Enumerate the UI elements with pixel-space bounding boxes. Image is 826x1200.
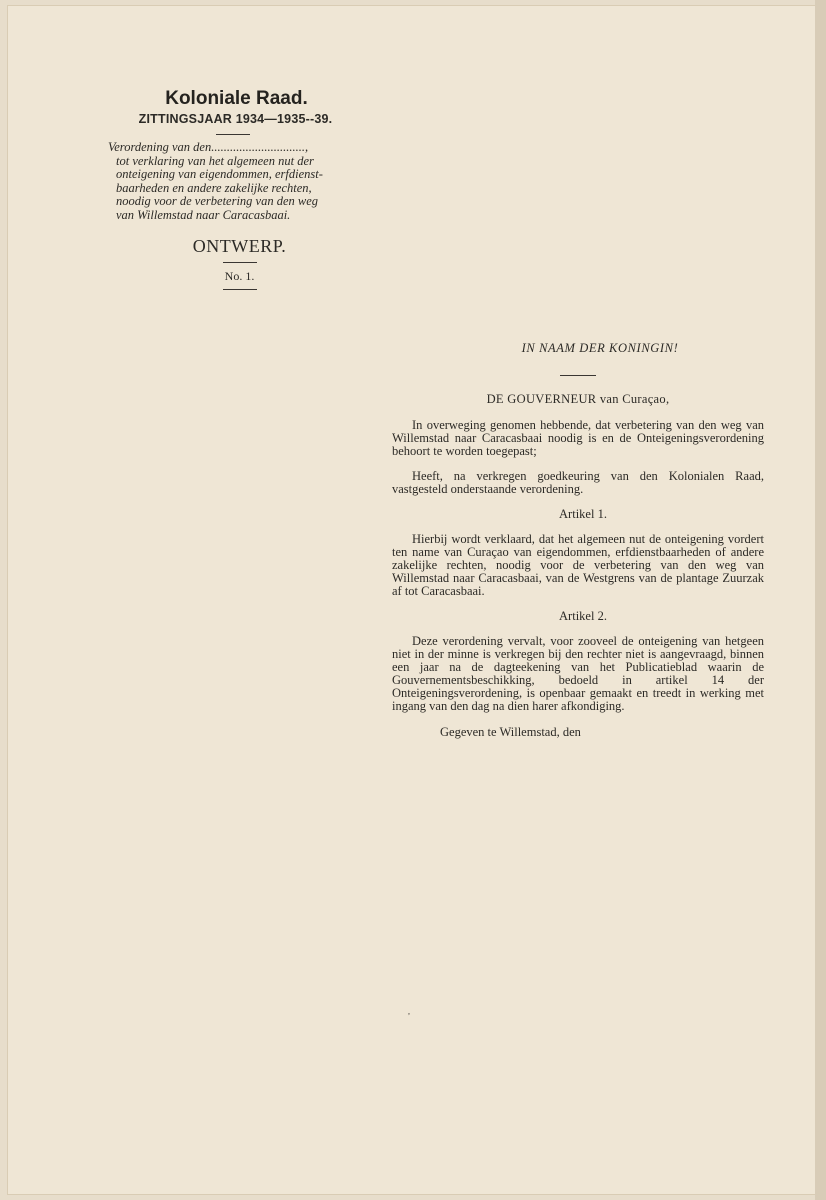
ordinance-title	[100, 141, 365, 222]
article-2-text: Deze verordening vervalt, voor zooveel de onteigening van hetgeen niet in der minne is verkregen bij den rechter niet is aangevraagd, binnen een jaar na de dagteekening van het Publicatieblad waarin de Gouvernementsbeschikking, bedoeld in artikel 14 der Onteigeningsverordening, is openbaar gemaakt en treedt in werking met ingang van den dag na dien harer afkondiging.	[392, 634, 764, 713]
council-title: Koloniale Raad.	[165, 88, 308, 109]
article-2-heading: Artikel 2.	[559, 609, 607, 623]
draft-number: No. 1.	[224, 269, 255, 283]
header-block	[100, 88, 365, 290]
ordinance-line: onteigening van eigendommen, erfdienst-	[116, 167, 323, 181]
ink-mark: ,	[408, 1007, 410, 1016]
draft-label: ONTWERP.	[192, 236, 287, 256]
adoption-paragraph: Heeft, na verkregen goedkeuring van den Kolonialen Raad, vastgesteld onderstaande verordening.	[392, 469, 764, 496]
ordinance-line: baarheden en andere zakelijke rechten,	[116, 180, 312, 195]
article-1-text: Hierbij wordt verklaard, dat het algemeen nut de onteigening vordert ten name van Curaçao van eigendommen, erfdienstbaarheden of andere zakelijke rechten, noodig voor de verbetering van den weg van Willemstad naar Caracasbaai, van de Westgrens van de plantage Zuurzak af tot Caracasbaai.	[392, 532, 764, 598]
ordinance-body	[392, 342, 764, 739]
divider	[560, 375, 596, 376]
divider	[216, 134, 250, 135]
session-year: ZITTINGSJAAR 1934—1935--39.	[138, 112, 333, 126]
ordinance-line: Verordening van den..............................,	[108, 140, 309, 154]
divider	[223, 262, 257, 263]
governor-heading: DE GOUVERNEUR van Curaçao,	[486, 392, 670, 406]
ordinance-line: van Willemstad naar Caracasbaai.	[116, 207, 291, 222]
divider	[223, 289, 257, 290]
given-at-line: Gegeven te Willemstad, den	[440, 725, 581, 739]
invocation: IN NAAM DER KONINGIN!	[521, 341, 679, 355]
scan-edge	[815, 0, 826, 1200]
preamble-paragraph: In overweging genomen hebbende, dat verbetering van den weg van Willemstad naar Caracasbaai noodig is en de Onteigeningsverordening behoort te worden toegepast;	[392, 418, 764, 458]
article-1-heading: Artikel 1.	[559, 507, 607, 521]
ordinance-line: noodig voor de verbetering van den weg	[116, 194, 319, 208]
ordinance-line: tot verklaring van het algemeen nut der	[116, 153, 314, 168]
